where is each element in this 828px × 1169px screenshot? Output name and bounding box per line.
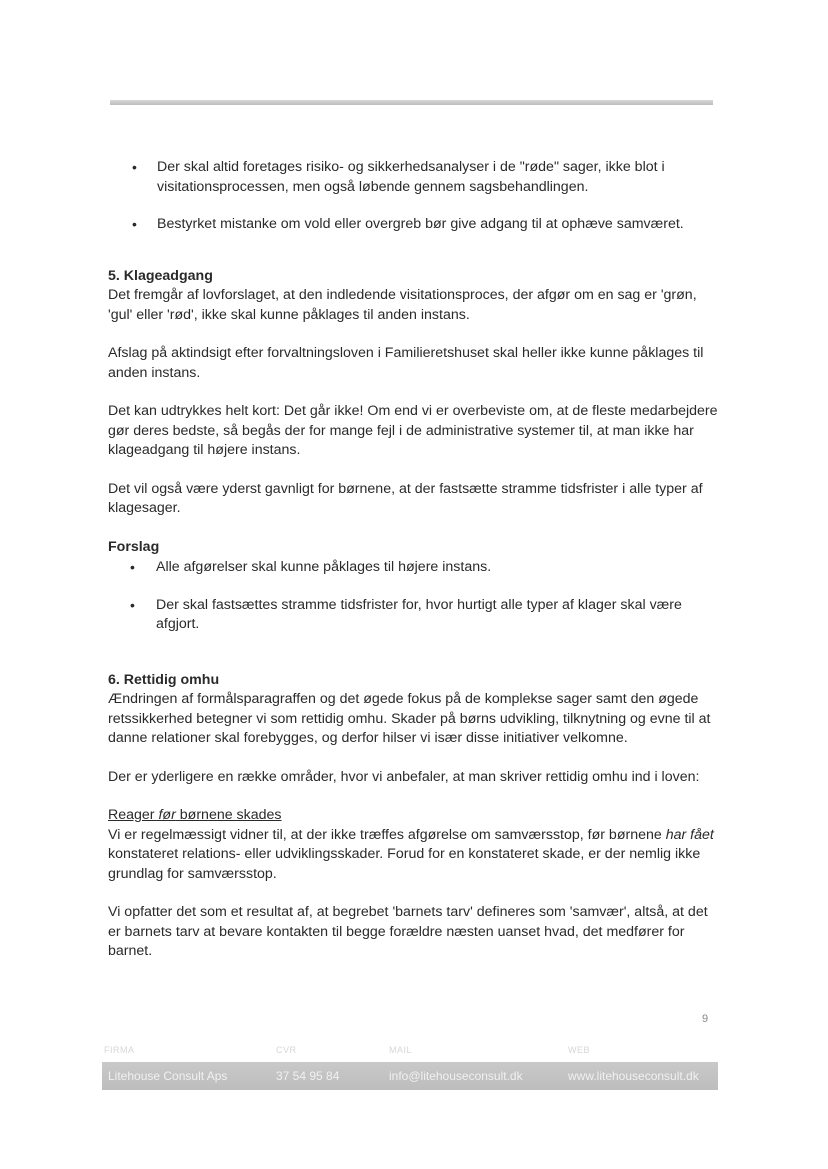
paragraph-emphasis: har fået (665, 826, 714, 843)
paragraph-part: konstateret relations- eller udviklingsskader. Forud for en konstateret skade, er der nemlig ikke grundlag for samværsstop. (108, 846, 701, 882)
paragraph (108, 826, 718, 885)
section-klageadgang (108, 267, 718, 635)
bullet-item: • Der skal altid foretages risiko- og sikkerhedsanalyser i de "røde" sager, ikke blot i visitationsprocessen, men også løbende gennem sagsbehandlingen. (108, 158, 718, 197)
footer-email-link[interactable]: info@litehouseconsult.dk (389, 1069, 523, 1083)
page-number: 9 (702, 1013, 709, 1025)
bullet-item: • Der skal fastsættes stramme tidsfrister for, hvor hurtigt alle typer af klager skal være afgjort. (108, 596, 718, 635)
footer-labels (104, 1045, 718, 1057)
section-heading: 6. Rettidig omhu (108, 671, 220, 688)
footer-web-link[interactable]: www.litehouseconsult.dk (568, 1069, 699, 1083)
paragraph: Vi opfatter det som et resultat af, at begrebet 'barnets tarv' defineres som 'samvær', altså, at det er barnets tarv at bevare kontakten til begge forældre næsten uanset hvad, det medfører for barnet. (108, 904, 708, 959)
paragraph: Det kan udtrykkes helt kort: Det går ikke! Om end vi er overbeviste om, at de fleste medarbejdere gør deres bedste, så begås der for mange fejl i de administrative systemer til, at man ikke har klageadgang til højere instans. (108, 403, 718, 458)
paragraph: Der er yderligere en række områder, hvor vi anbefaler, at man skriver rettidig omhu ind i loven: (108, 768, 700, 785)
proposal-list (108, 558, 718, 635)
paragraph: Ændringen af formålsparagraffen og det øgede fokus på de komplekse sager samt den øgede retssikkerhed betegner vi som rettidig omhu. Skader på børns udvikling, tilknytning og evne til at danne relationer skal forebygges, og derfor hilser vi især disse initiativer velkomne. (108, 691, 711, 746)
bullet-list-top (108, 158, 718, 235)
bullet-item: • Bestyrket mistanke om vold eller overgreb bør give adgang til at ophæve samværet. (108, 215, 718, 235)
sub-heading-part: børnene skades (175, 807, 282, 823)
sub-heading-part: Reager (108, 807, 159, 823)
proposal-heading: Forslag (108, 538, 160, 555)
footer-label-cvr: CVR (276, 1045, 297, 1055)
footer-label-web: WEB (568, 1045, 591, 1055)
sub-heading (108, 806, 718, 826)
footer-company: Litehouse Consult Aps (108, 1069, 228, 1083)
paragraph: Det fremgår af lovforslaget, at den indledende visitationsproces, der afgør om en sag er 'grøn, 'gul' eller 'rød', ikke skal kunne påklages til anden instans. (108, 287, 697, 323)
footer-label-mail: MAIL (389, 1045, 413, 1055)
footer-label-name: FIRMA (104, 1045, 135, 1055)
footer-cvr: 37 54 95 84 (276, 1069, 340, 1083)
document-body (108, 158, 718, 981)
header-rule (110, 100, 713, 105)
paragraph: Det vil også være yderst gavnligt for børnene, at der fastsætte stramme tidsfrister i alle typer af klagesager. (108, 480, 703, 516)
bullet-item: • Alle afgørelser skal kunne påklages til højere instans. (108, 558, 718, 578)
section-heading: 5. Klageadgang (108, 267, 213, 284)
footer-bar (102, 1062, 718, 1090)
paragraph: Afslag på aktindsigt efter forvaltningsloven i Familieretshuset skal heller ikke kunne påklages til anden instans. (108, 345, 704, 381)
paragraph-part: Vi er regelmæssigt vidner til, at der ikke træffes afgørelse om samværsstop, før børnene (108, 826, 666, 843)
sub-heading-emphasis: før (158, 807, 176, 823)
section-rettidig-omhu (108, 671, 718, 962)
